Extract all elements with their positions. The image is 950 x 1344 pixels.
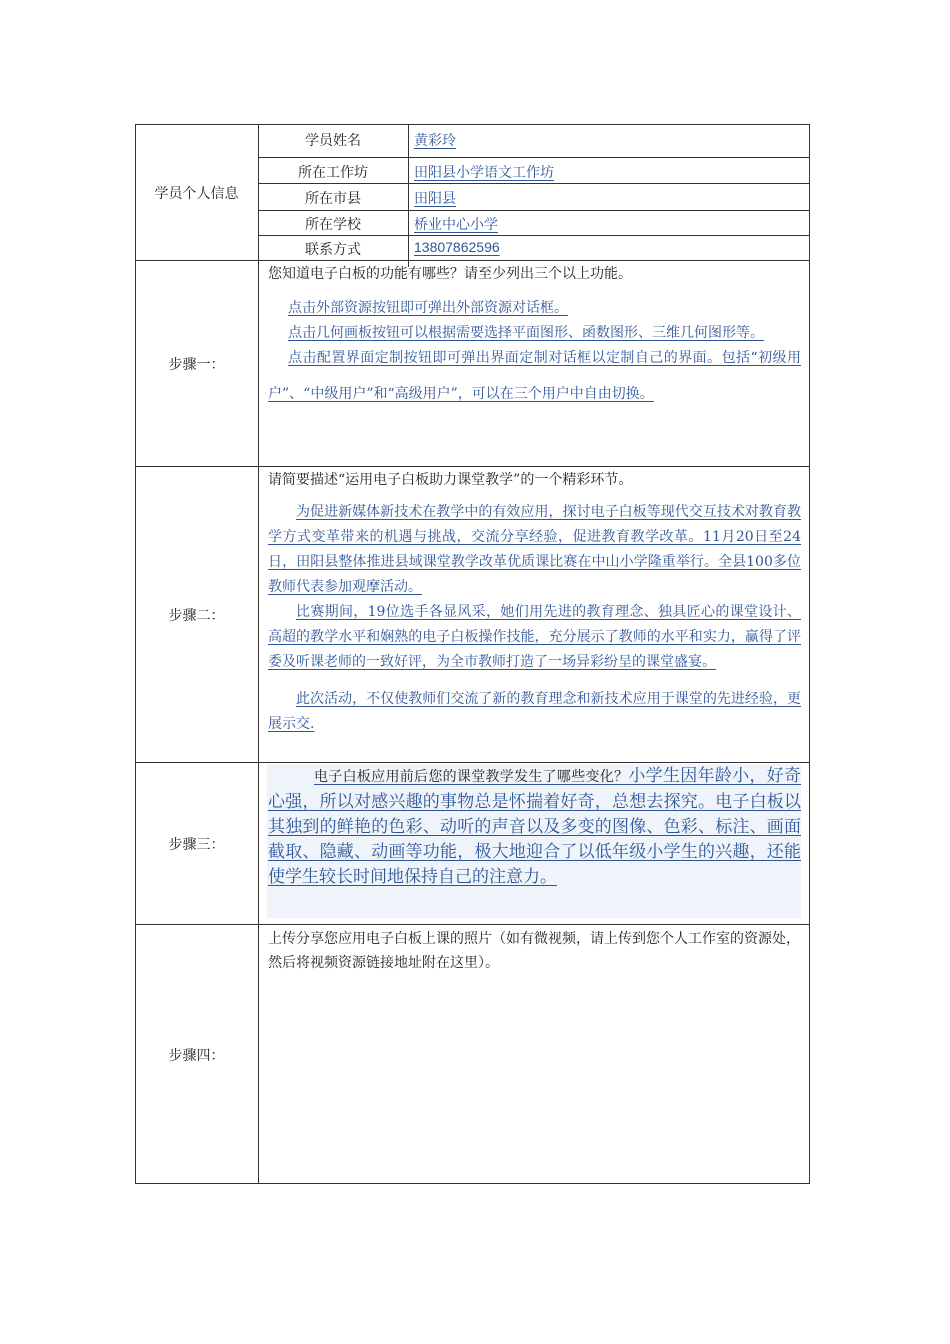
step3-label: 步骤三： — [168, 837, 225, 853]
info-column-divider — [408, 124, 409, 267]
field-label-school: 所在学校 — [305, 217, 361, 233]
column-divider — [258, 124, 259, 1184]
step1-answer[interactable] — [268, 296, 801, 412]
step3-prompt: 电子白板应用前后您的课堂教学发生了哪些变化？ — [314, 769, 629, 785]
section-label-personal-info: 学员个人信息 — [154, 186, 239, 202]
step1-prompt: 您知道电子白板的功能有哪些？请至少列出三个以上功能。 — [268, 266, 632, 282]
step1-answer-line: 点击外部资源按钮即可弹出外部资源对话框。 — [288, 300, 568, 316]
field-label-name: 学员姓名 — [305, 133, 361, 149]
step4-prompt: 上传分享您应用电子白板上课的照片（如有微视频，请上传到您个人工作室的资源处，然后将视频资源链接地址附在这里）。 — [268, 931, 800, 971]
row-divider — [258, 235, 810, 236]
field-label-county: 所在市县 — [305, 191, 361, 207]
step2-label: 步骤二： — [168, 608, 225, 624]
step1-answer-line: 点击几何画板按钮可以根据需要选择平面图形、函数图形、三维几何图形等。 — [288, 325, 764, 341]
field-value-name[interactable]: 黄彩玲 — [414, 133, 456, 149]
field-label-contact: 联系方式 — [305, 242, 361, 258]
step1-answer-line: 点击配置界面定制按钮即可弹出界面定制对话框以定制自己的界面。包括“初级用户”、“中级用户”和“高级用户”，可以在三个用户中自由切换。 — [268, 350, 801, 402]
field-value-contact[interactable]: 13807862596 — [414, 239, 500, 255]
row-divider — [258, 157, 810, 158]
step3-text-block[interactable] — [268, 764, 801, 890]
row-divider — [258, 210, 810, 211]
step3-answer: 小学生因年龄小，好奇心强，所以对感兴趣的事物总是怀揣着好奇，总想去探究。电子白板以其独到的鲜艳的色彩、动听的声音以及多变的图像、色彩、标注、画面截取、隐藏、动画等功能，极大地迎合了以低年级小学生的兴趣，还能使学生较长时间地保持自己的注意力。 — [268, 766, 802, 887]
section-divider — [135, 924, 810, 925]
section-divider — [135, 466, 810, 467]
step4-label: 步骤四： — [168, 1048, 225, 1064]
field-value-county[interactable]: 田阳县 — [414, 191, 456, 207]
step2-prompt: 请简要描述“运用电子白板助力课堂教学”的一个精彩环节。 — [268, 472, 633, 488]
step1-label: 步骤一： — [168, 357, 225, 373]
step2-answer-paragraph: 比赛期间，19位选手各显风采，她们用先进的教育理念、独具匠心的课堂设计、高超的教学水平和娴熟的电子白板操作技能，充分展示了教师的水平和实力，赢得了评委及听课老师的一致好评，为全市教师打造了一场异彩纷呈的课堂盛宴。 — [268, 604, 801, 670]
section-divider — [135, 762, 810, 763]
field-value-workshop[interactable]: 田阳县小学语文工作坊 — [414, 165, 554, 181]
step2-answer[interactable] — [268, 500, 801, 737]
field-label-workshop: 所在工作坊 — [298, 165, 368, 181]
step2-answer-paragraph: 此次活动，不仅使教师们交流了新的教育理念和新技术应用于课堂的先进经验，更展示交. — [268, 691, 801, 732]
field-value-school[interactable]: 桥业中心小学 — [414, 217, 498, 233]
section-divider — [135, 260, 810, 261]
row-divider — [258, 183, 810, 184]
step4-upload-area[interactable] — [267, 984, 801, 1174]
form-table — [135, 124, 810, 1184]
step2-answer-paragraph: 为促进新媒体新技术在教学中的有效应用，探讨电子白板等现代交互技术对教育教学方式变革带来的机遇与挑战，交流分享经验，促进教育教学改革。11月20日至24日，田阳县整体推进县域课堂教学改革优质课比赛在中山小学隆重举行。全县100多位教师代表参加观摩活动。 — [268, 504, 801, 595]
